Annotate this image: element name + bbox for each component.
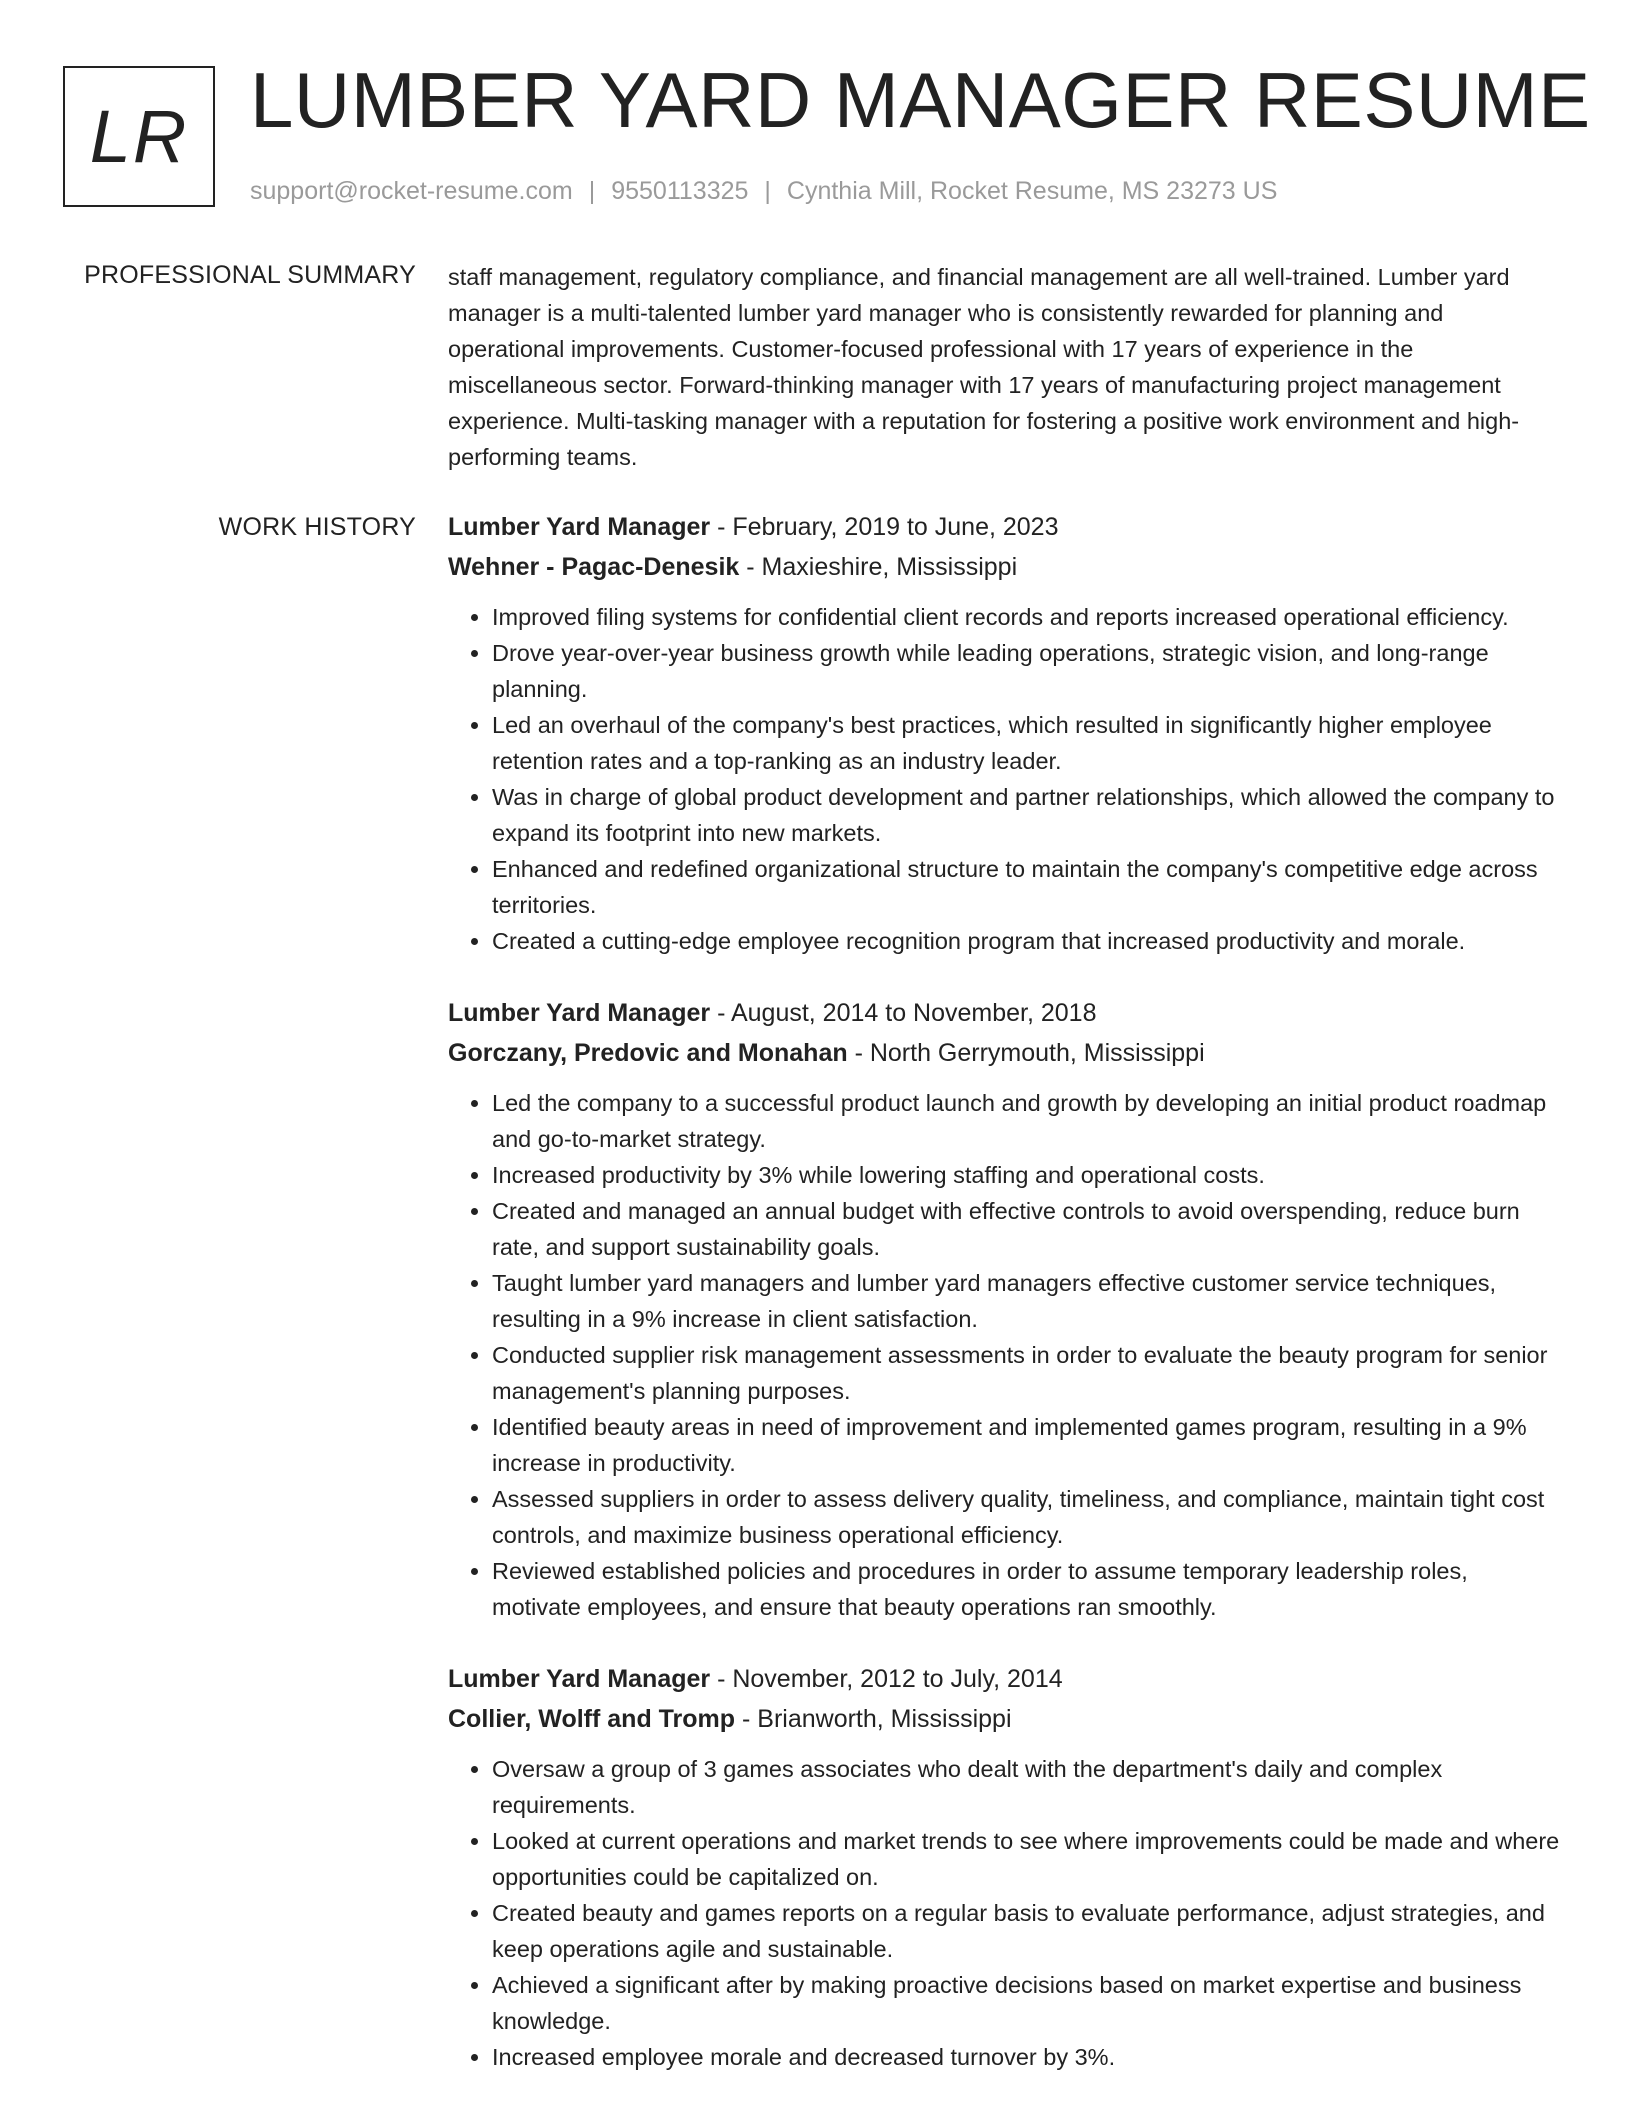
job-title: Lumber Yard Manager — [448, 1665, 711, 1693]
job-bullet: • Created beauty and games reports on a regular basis to evaluate performance, adjust strategies, and keep operations agile and sustainable. — [492, 1895, 1560, 1967]
job-company: Wehner - Pagac-Denesik — [448, 553, 740, 581]
job-title: Lumber Yard Manager — [448, 513, 711, 541]
job-company-line — [448, 1699, 1560, 1739]
job-company: Gorczany, Predovic and Monahan — [448, 1039, 848, 1067]
job-bullet: • Identified beauty areas in need of improvement and implemented games program, resulting in a 9% increase in productivity. — [492, 1409, 1560, 1481]
job-bullet: • Reviewed established policies and procedures in order to assume temporary leadership roles, motivate employees, and ensure that beauty operations ran smoothly. — [492, 1553, 1560, 1625]
summary-section — [448, 259, 1560, 475]
job-location: - Maxieshire, Mississippi — [739, 553, 1018, 581]
job-bullet: • Looked at current operations and market trends to see where improvements could be made and where opportunities could be capitalized on. — [492, 1823, 1560, 1895]
job-bullet: • Increased employee morale and decreased turnover by 3%. — [492, 2039, 1560, 2075]
job-bullet: • Led the company to a successful product launch and growth by developing an initial product roadmap and go-to-market strategy. — [492, 1085, 1560, 1157]
contact-address: Cynthia Mill, Rocket Resume, MS 23273 US — [786, 177, 1278, 205]
summary-text: staff management, regulatory compliance, and financial management are all well-trained. Lumber yard manager is a multi-talented lumber yard manager who is consistently rewarded for planning and operational improvements. Customer-focused professional with 17 years of experience in the miscellaneous sector. Forward-thinking manager with 17 years of manufacturing project management experience. Multi-tasking manager with a reputation for fostering a positive work environment and high-performing teams. — [448, 264, 1520, 470]
job-bullet: • Led an overhaul of the company's best practices, which resulted in significantly higher employee retention rates and a top-ranking as an industry leader. — [492, 707, 1560, 779]
job-title: Lumber Yard Manager — [448, 999, 711, 1027]
job-bullet-list — [448, 1085, 1560, 1625]
job-bullet: • Created a cutting-edge employee recognition program that increased productivity and morale. — [492, 923, 1560, 959]
job-bullet: • Oversaw a group of 3 games associates who dealt with the department's daily and complex requirements. — [492, 1751, 1560, 1823]
job-bullet: • Enhanced and redefined organizational structure to maintain the company's competitive edge across territories. — [492, 851, 1560, 923]
contact-separator: | — [764, 177, 771, 205]
job-bullet: • Was in charge of global product development and partner relationships, which allowed the company to expand its footprint into new markets. — [492, 779, 1560, 851]
job-bullet: • Taught lumber yard managers and lumber yard managers effective customer service techniques, resulting in a 9% increase in client satisfaction. — [492, 1265, 1560, 1337]
job-bullet: • Drove year-over-year business growth while leading operations, strategic vision, and long-range planning. — [492, 635, 1560, 707]
job-entry — [448, 993, 1560, 1625]
job-bullet: • Conducted supplier risk management assessments in order to evaluate the beauty program for senior management's planning purposes. — [492, 1337, 1560, 1409]
job-dates: - November, 2012 to July, 2014 — [710, 1665, 1063, 1693]
job-company-line — [448, 1033, 1560, 1073]
job-bullet: • Improved filing systems for confidential client records and reports increased operational efficiency. — [492, 599, 1560, 635]
job-bullet: • Achieved a significant after by making proactive decisions based on market expertise and business knowledge. — [492, 1967, 1560, 2039]
job-location: - North Gerrymouth, Mississippi — [847, 1039, 1205, 1067]
work-history-section — [448, 507, 1560, 2075]
work-history-section-label: WORK HISTORY — [218, 513, 416, 541]
job-bullet-list — [448, 1751, 1560, 2075]
job-bullet: • Created and managed an annual budget with effective controls to avoid overspending, reduce burn rate, and support sustainability goals. — [492, 1193, 1560, 1265]
job-title-line — [448, 993, 1560, 1033]
job-title-line — [448, 507, 1560, 547]
job-company: Collier, Wolff and Tromp — [448, 1705, 736, 1733]
job-location: - Brianworth, Mississippi — [735, 1705, 1012, 1733]
summary-section-label: PROFESSIONAL SUMMARY — [84, 261, 416, 289]
job-title-line — [448, 1659, 1560, 1699]
contact-email: support@rocket-resume.com — [250, 177, 573, 205]
job-dates: - August, 2014 to November, 2018 — [710, 999, 1097, 1027]
monogram-logo: LR — [63, 66, 215, 207]
contact-separator: | — [588, 177, 596, 205]
contact-phone: 9550113325 — [611, 177, 749, 205]
job-bullet: • Increased productivity by 3% while lowering staffing and operational costs. — [492, 1157, 1560, 1193]
job-bullet: • Assessed suppliers in order to assess delivery quality, timeliness, and compliance, maintain tight cost controls, and maximize business operational efficiency. — [492, 1481, 1560, 1553]
job-entry — [448, 507, 1560, 959]
job-bullet-list — [448, 599, 1560, 959]
job-company-line — [448, 547, 1560, 587]
job-dates: - February, 2019 to June, 2023 — [710, 513, 1059, 541]
contact-line — [250, 174, 1277, 208]
job-entry — [448, 1659, 1560, 2075]
page-title: LUMBER YARD MANAGER RESUME — [250, 56, 1591, 144]
